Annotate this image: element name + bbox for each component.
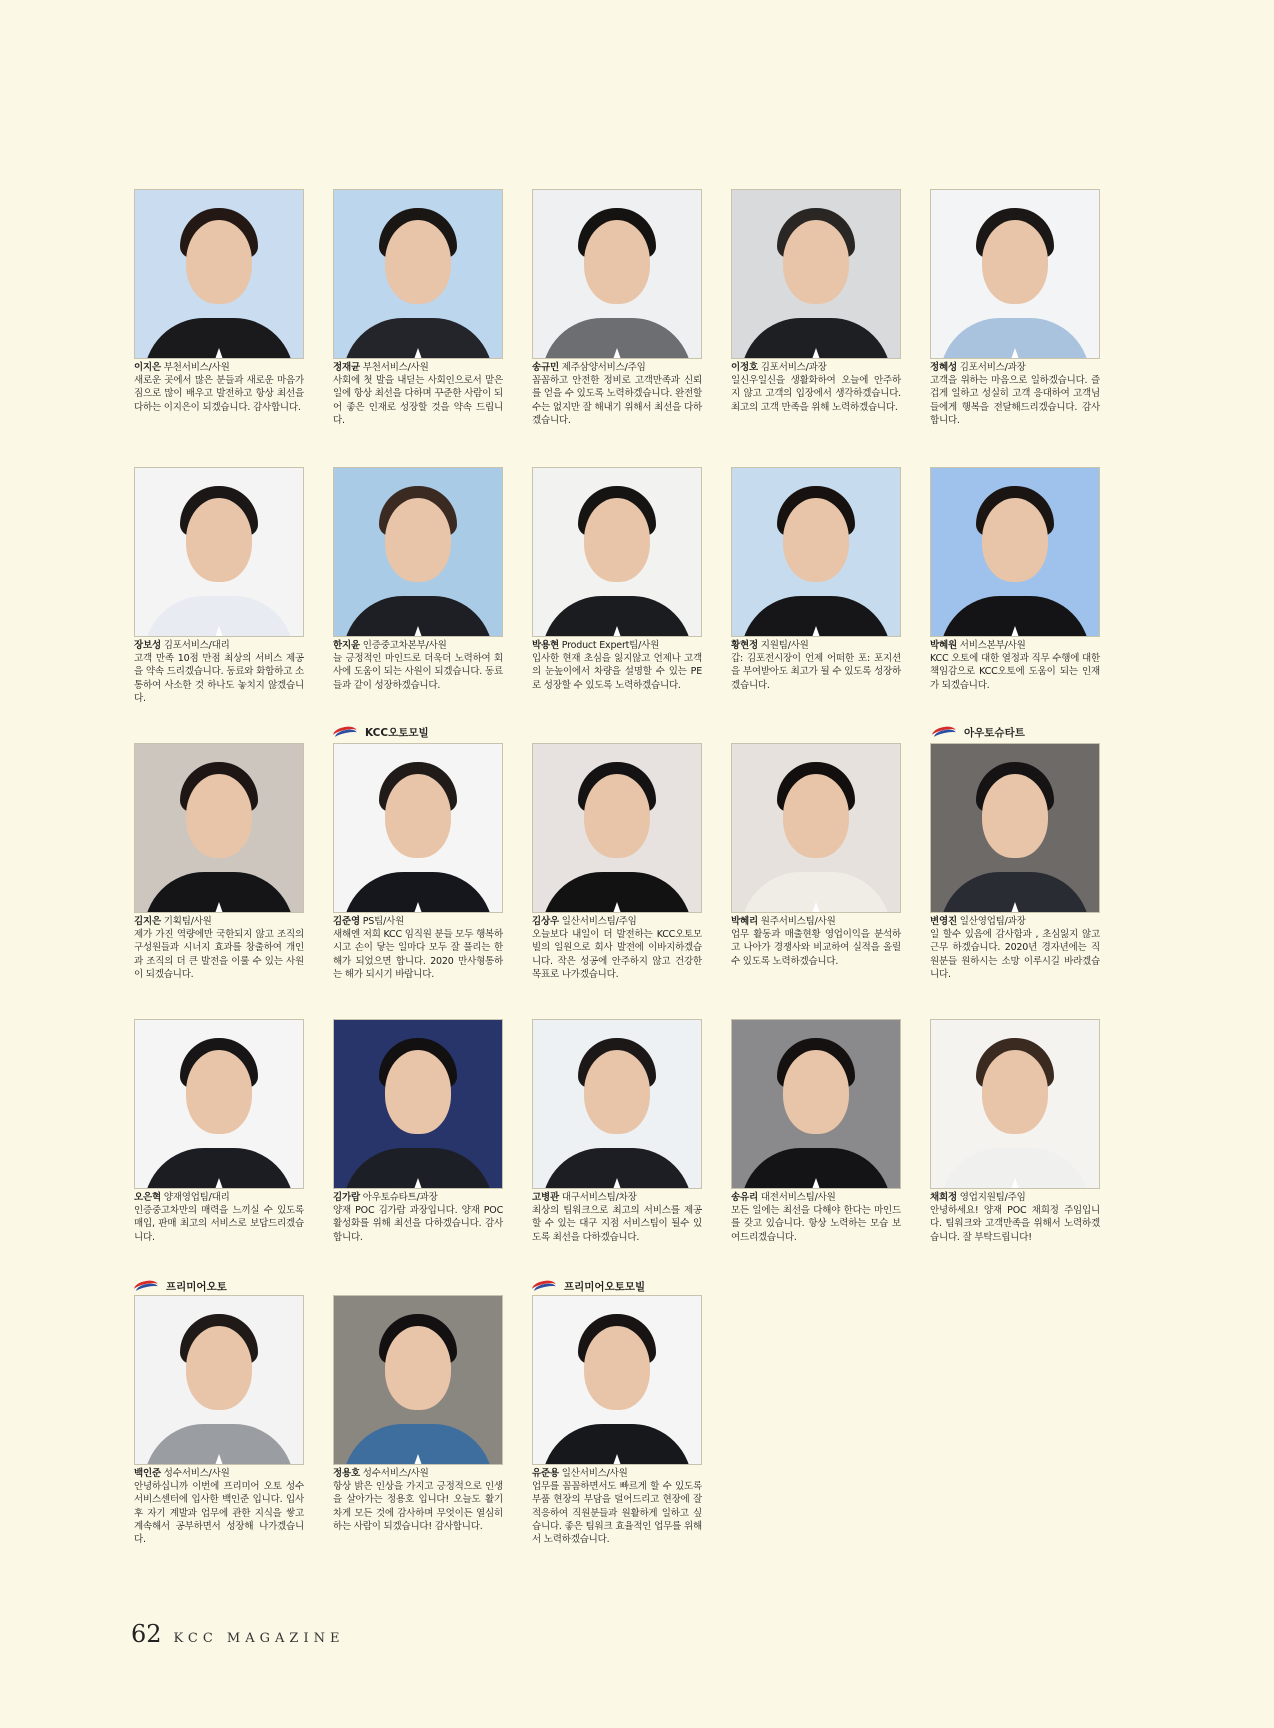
portrait-body	[542, 872, 692, 913]
profile-caption	[333, 639, 503, 692]
portrait-body	[343, 318, 493, 359]
portrait-photo	[930, 467, 1100, 637]
portrait-photo	[333, 1019, 503, 1189]
person-name: 정용호	[333, 1468, 360, 1479]
portrait-body	[343, 596, 493, 637]
portrait-body	[343, 1424, 493, 1465]
person-name: 박혜리	[731, 916, 758, 927]
person-message: 제가 가진 역량에만 국한되지 않고 조직의 구성원들과 시너지 효과를 창출하여 개인과 조직의 더 큰 발전을 이룰 수 있는 사원이 되겠습니다.	[134, 929, 304, 980]
profile-card	[134, 467, 304, 705]
portrait-face	[982, 774, 1048, 858]
profile-card	[134, 743, 304, 981]
profile-card	[930, 1019, 1100, 1244]
profile-caption	[134, 915, 304, 981]
portrait-collar	[1001, 902, 1029, 913]
portrait-body	[144, 596, 294, 637]
person-name: 정혜성	[930, 362, 957, 373]
profile-card	[532, 189, 702, 427]
portrait-face	[385, 498, 451, 582]
person-message: 모든 일에는 최선을 다해야 한다는 마인드를 갖고 있습니다. 항상 노력하는 모습 보여드리겠습니다.	[731, 1205, 901, 1243]
profile-caption	[134, 1467, 304, 1546]
portrait-body	[343, 872, 493, 913]
portrait-face	[783, 1050, 849, 1134]
portrait-face	[186, 774, 252, 858]
portrait-photo	[134, 467, 304, 637]
person-name: 이지은	[134, 362, 161, 373]
portrait-face	[385, 774, 451, 858]
person-name: 김준영	[333, 916, 360, 927]
kcc-logo-icon	[932, 726, 958, 738]
person-message: 늘 긍정적인 마인드로 더욱더 노력하여 회사에 도움이 되는 사원이 되겠습니다. 동료들과 같이 성장하겠습니다.	[333, 653, 503, 691]
portrait-face	[385, 220, 451, 304]
portrait-photo	[930, 1019, 1100, 1189]
profile-card	[333, 1019, 503, 1244]
brand-label-kcc-automobile	[333, 723, 429, 741]
profile-card	[532, 467, 702, 692]
person-department: 대전서비스팀/사원	[760, 1192, 836, 1203]
person-name: 유준용	[532, 1468, 559, 1479]
person-message: 일 할수 있음에 감사함과 , 초심잃지 않고 근무 하겠습니다. 2020년 경자년에는 직원분들 원하시는 소망 이루시길 바라겠습니다.	[930, 929, 1100, 980]
portrait-body	[542, 1148, 692, 1189]
person-department: 제주삼양서비스/주임	[561, 362, 646, 373]
brand-text: 아우토슈타트	[964, 726, 1025, 739]
portrait-collar	[603, 1454, 631, 1465]
profile-card	[134, 1295, 304, 1546]
person-department: 지원팀/사원	[760, 640, 809, 651]
portrait-face	[783, 774, 849, 858]
person-name: 장보성	[134, 640, 161, 651]
portrait-collar	[205, 626, 233, 637]
person-department: PS팀/사원	[362, 916, 405, 927]
person-name: 백인준	[134, 1468, 161, 1479]
portrait-face	[584, 498, 650, 582]
portrait-photo	[532, 743, 702, 913]
profile-card	[731, 1019, 901, 1244]
portrait-photo	[134, 743, 304, 913]
profile-caption	[731, 915, 901, 968]
portrait-photo	[333, 743, 503, 913]
person-message: 갑: 김포전시장이 언제 어떠한 포: 포지션을 부여받아도 최고가 될 수 있도록 성장하겠습니다.	[731, 653, 901, 691]
person-message: 새로운 곳에서 많은 분들과 새로운 마음가짐으로 많이 배우고 발전하고 항상 최선을 다하는 이지은이 되겠습니다. 감사합니다.	[134, 375, 304, 413]
profile-caption	[333, 361, 503, 427]
person-message: 새해엔 저희 KCC 임직원 분들 모두 행복하시고 손이 닿는 일마다 모두 잘 풀리는 한 해가 되었으면 합니다. 2020 만사형통하는 해가 되시기 바랍니다.	[333, 929, 503, 980]
profile-card	[731, 467, 901, 692]
person-name: 고병관	[532, 1192, 559, 1203]
page-footer	[131, 1620, 344, 1648]
person-name: 오은혁	[134, 1192, 161, 1203]
profile-caption	[134, 639, 304, 705]
person-department: 아우토슈타트/과장	[362, 1192, 438, 1203]
person-department: 일산서비스/사원	[561, 1468, 628, 1479]
portrait-photo	[731, 1019, 901, 1189]
profile-card	[532, 743, 702, 981]
person-message: 일신우일신을 생활화하여 오늘에 안주하지 않고 고객의 입장에서 생각하겠습니다. 최고의 고객 만족을 위해 노력하겠습니다.	[731, 375, 901, 413]
person-message: KCC 오토에 대한 열정과 직무 수행에 대한 책임감으로 KCC오토에 도움이 되는 인재가 되겠습니다.	[930, 653, 1100, 691]
portrait-body	[741, 318, 891, 359]
portrait-face	[982, 1050, 1048, 1134]
person-department: 성수서비스/사원	[362, 1468, 429, 1479]
portrait-photo	[333, 1295, 503, 1465]
portrait-face	[584, 220, 650, 304]
profile-card	[333, 189, 503, 427]
brand-text: 프리미어오토	[166, 1280, 227, 1293]
portrait-face	[584, 1326, 650, 1410]
portrait-collar	[1001, 348, 1029, 359]
portrait-body	[144, 872, 294, 913]
portrait-photo	[731, 189, 901, 359]
portrait-body	[542, 1424, 692, 1465]
brand-label-autostadt	[932, 723, 1025, 741]
profile-card	[930, 743, 1100, 981]
person-message: 인증중고차만의 매력을 느끼실 수 있도록 매입, 판매 최고의 서비스로 보답드리겠습니다.	[134, 1205, 304, 1243]
portrait-body	[144, 1424, 294, 1465]
profile-caption	[134, 361, 304, 414]
person-name: 변영진	[930, 916, 957, 927]
portrait-body	[542, 596, 692, 637]
portrait-photo	[532, 1295, 702, 1465]
person-department: 대구서비스팀/차장	[561, 1192, 637, 1203]
portrait-collar	[603, 1178, 631, 1189]
person-department: Product Expert팀/사원	[561, 640, 660, 651]
person-message: 안녕하십니까 이번에 프리미어 오토 성수 서비스센터에 입사한 백인준 입니다. 입사 후 자기 계발과 업무에 관한 지식을 쌓고 계속해서 공부하면서 성장해 나가겠습니다.	[134, 1481, 304, 1546]
portrait-face	[783, 220, 849, 304]
portrait-collar	[1001, 626, 1029, 637]
profile-card	[731, 189, 901, 414]
portrait-photo	[333, 467, 503, 637]
portrait-photo	[333, 189, 503, 359]
portrait-face	[186, 498, 252, 582]
portrait-collar	[205, 1178, 233, 1189]
portrait-face	[783, 498, 849, 582]
portrait-body	[940, 318, 1090, 359]
portrait-collar	[404, 1178, 432, 1189]
portrait-face	[982, 498, 1048, 582]
portrait-photo	[930, 189, 1100, 359]
portrait-photo	[532, 189, 702, 359]
brand-label-premier-automobile	[532, 1277, 645, 1295]
portrait-photo	[731, 743, 901, 913]
profile-card	[333, 1295, 503, 1533]
person-name: 황현정	[731, 640, 758, 651]
person-department: 김포서비스/대리	[163, 640, 230, 651]
profile-caption	[333, 1467, 503, 1533]
person-department: 김포서비스/과장	[959, 362, 1026, 373]
kcc-logo-icon	[532, 1280, 558, 1292]
portrait-collar	[802, 348, 830, 359]
portrait-photo	[134, 189, 304, 359]
person-message: 오늘보다 내일이 더 발전하는 KCC오토모빌의 일원으로 회사 발전에 이바지하겠습니다. 작은 성공에 안주하지 않고 건강한 목표로 나가겠습니다.	[532, 929, 702, 980]
portrait-face	[385, 1050, 451, 1134]
profile-caption	[532, 915, 702, 981]
person-message: 양재 POC 김가람 과장입니다. 양재 POC 활성화를 위해 최선을 다하겠습니다. 감사합니다.	[333, 1205, 503, 1243]
portrait-photo	[532, 467, 702, 637]
person-message: 사회에 첫 발을 내딛는 사회인으로서 맡은 일에 항상 최선을 다하며 꾸준한 사람이 되어 좋은 인재로 성장할 것을 약속 드립니다.	[333, 375, 503, 426]
page-number: 62	[131, 1620, 162, 1648]
portrait-collar	[802, 626, 830, 637]
profile-caption	[731, 1191, 901, 1244]
person-name: 송유리	[731, 1192, 758, 1203]
portrait-collar	[205, 902, 233, 913]
profile-caption	[532, 361, 702, 427]
portrait-collar	[404, 348, 432, 359]
profile-card	[134, 189, 304, 414]
person-department: 영업지원팀/주임	[959, 1192, 1026, 1203]
profile-card	[333, 467, 503, 692]
person-department: 부천서비스/사원	[362, 362, 429, 373]
profile-card	[333, 743, 503, 981]
portrait-face	[584, 774, 650, 858]
portrait-collar	[404, 1454, 432, 1465]
portrait-body	[144, 318, 294, 359]
portrait-face	[186, 1326, 252, 1410]
portrait-body	[343, 1148, 493, 1189]
person-name: 김지은	[134, 916, 161, 927]
portrait-photo	[930, 743, 1100, 913]
profile-caption	[930, 915, 1100, 981]
profile-caption	[930, 1191, 1100, 1244]
person-name: 김상우	[532, 916, 559, 927]
portrait-collar	[603, 348, 631, 359]
person-name: 박혜원	[930, 640, 957, 651]
portrait-body	[542, 318, 692, 359]
person-message: 안녕하세요! 양재 POC 채희정 주임입니다. 팀워크와 고객만족을 위해서 노력하겠습니다. 잘 부탁드립니다!	[930, 1205, 1100, 1243]
kcc-logo-icon	[333, 726, 359, 738]
profile-caption	[333, 1191, 503, 1244]
person-message: 최상의 팀워크으로 최고의 서비스를 제공할 수 있는 대구 지점 서비스팀이 될수 있도록 최선을 다하겠습니다.	[532, 1205, 702, 1243]
person-department: 일산영업팀/과장	[959, 916, 1026, 927]
portrait-photo	[134, 1295, 304, 1465]
kcc-logo-icon	[134, 1280, 160, 1292]
person-department: 일산서비스팀/주임	[561, 916, 637, 927]
portrait-photo	[532, 1019, 702, 1189]
person-message: 업무 활동과 매출현황 영업이익을 분석하고 나아가 경쟁사와 비교하여 실적을 올릴 수 있도록 노력하겠습니다.	[731, 929, 901, 967]
profile-caption	[333, 915, 503, 981]
profile-caption	[134, 1191, 304, 1244]
profile-card	[930, 189, 1100, 427]
profile-caption	[731, 361, 901, 414]
portrait-collar	[1001, 1178, 1029, 1189]
person-department: 김포서비스/과장	[760, 362, 827, 373]
profile-caption	[532, 639, 702, 692]
portrait-photo	[134, 1019, 304, 1189]
person-message: 입사한 현재 초심을 잃지않고 언제나 고객의 눈높이에서 차량을 설명할 수 있는 PE로 성장할 수 있도록 노력하겠습니다.	[532, 653, 702, 691]
brand-text: 프리미어오토모빌	[564, 1280, 646, 1293]
portrait-collar	[404, 902, 432, 913]
profile-caption	[532, 1467, 702, 1546]
person-department: 원주서비스팀/사원	[760, 916, 836, 927]
portrait-face	[385, 1326, 451, 1410]
person-message: 고객을 위하는 마음으로 일하겠습니다. 즐겁게 일하고 성실히 고객 응대하여 고객님들에게 행복을 전달해드리겠습니다. 감사합니다.	[930, 375, 1100, 426]
portrait-collar	[404, 626, 432, 637]
portrait-collar	[205, 1454, 233, 1465]
portrait-photo	[731, 467, 901, 637]
person-department: 성수서비스/사원	[163, 1468, 230, 1479]
profile-caption	[930, 361, 1100, 427]
profile-card	[532, 1019, 702, 1244]
person-department: 인증중고차본부/사원	[362, 640, 447, 651]
portrait-body	[940, 872, 1090, 913]
portrait-face	[982, 220, 1048, 304]
profile-caption	[930, 639, 1100, 692]
person-name: 채희정	[930, 1192, 957, 1203]
portrait-collar	[603, 626, 631, 637]
person-name: 정재균	[333, 362, 360, 373]
portrait-collar	[205, 348, 233, 359]
profile-card	[930, 467, 1100, 692]
portrait-body	[741, 596, 891, 637]
portrait-collar	[603, 902, 631, 913]
portrait-body	[940, 596, 1090, 637]
person-message: 업무를 꼼꼼하면서도 빠르게 할 수 있도록 부품 현장의 부담을 덜어드리고 현장에 잘 적응하여 직원분들과 원활하게 일하고 싶습니다. 좋은 팀워크 효율적인 업무를 위해서 노력하겠습니다.	[532, 1481, 702, 1546]
profile-card	[532, 1295, 702, 1546]
person-department: 양재영업팀/대리	[163, 1192, 230, 1203]
profile-card	[134, 1019, 304, 1244]
portrait-collar	[802, 1178, 830, 1189]
portrait-collar	[802, 902, 830, 913]
brand-label-premier-auto	[134, 1277, 227, 1295]
person-message: 고객 만족 10점 만점 최상의 서비스 제공을 약속 드리겠습니다. 동료와 화합하고 소통하여 사소한 것 하나도 놓치지 않겠습니다.	[134, 653, 304, 704]
person-department: 부천서비스/사원	[163, 362, 230, 373]
portrait-face	[584, 1050, 650, 1134]
magazine-title: KCC MAGAZINE	[173, 1631, 345, 1646]
person-name: 송규민	[532, 362, 559, 373]
portrait-body	[741, 1148, 891, 1189]
portrait-face	[186, 220, 252, 304]
brand-text: KCC오토모빌	[365, 726, 429, 739]
portrait-body	[940, 1148, 1090, 1189]
person-name: 김가람	[333, 1192, 360, 1203]
person-name: 한지윤	[333, 640, 360, 651]
portrait-body	[144, 1148, 294, 1189]
portrait-face	[186, 1050, 252, 1134]
person-message: 꼼꼼하고 안전한 정비로 고객만족과 신뢰를 얻을 수 있도록 노력하겠습니다. 완전할 수는 없지만 잘 해내기 위해서 최선을 다하겠습니다.	[532, 375, 702, 426]
person-department: 기획팀/사원	[163, 916, 212, 927]
person-message: 항상 밝은 인상을 가지고 긍정적으로 인생을 살아가는 정용호 입니다! 오늘도 활기차게 모든 것에 감사하며 무엇이든 열심히 하는 사람이 되겠습니다! 감사합니다.	[333, 1481, 503, 1532]
person-department: 서비스본부/사원	[959, 640, 1026, 651]
profile-caption	[532, 1191, 702, 1244]
person-name: 이정호	[731, 362, 758, 373]
profile-card	[731, 743, 901, 968]
person-name: 박용현	[532, 640, 559, 651]
profile-caption	[731, 639, 901, 692]
portrait-body	[741, 872, 891, 913]
